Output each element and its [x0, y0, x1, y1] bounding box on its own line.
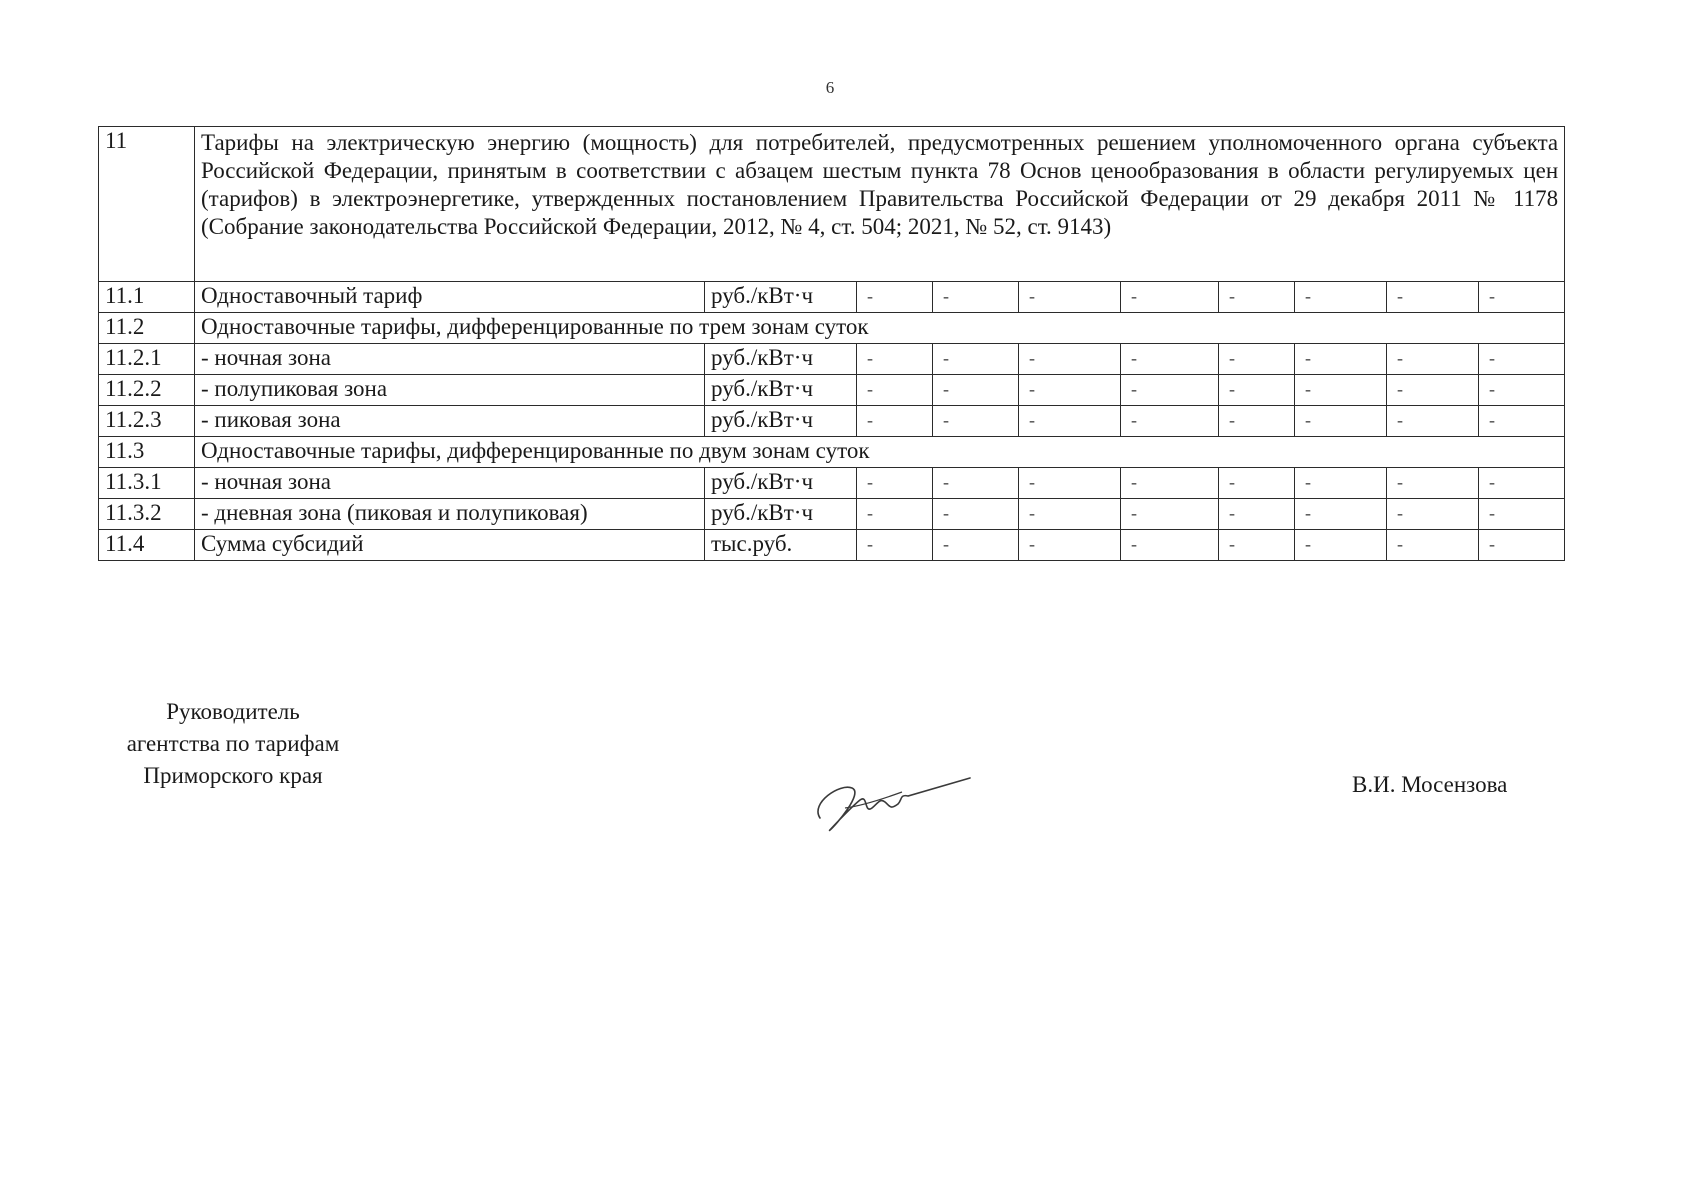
row-unit: руб./кВт·ч: [705, 375, 857, 406]
value-cell: -: [1019, 499, 1121, 530]
handwritten-signature: [790, 748, 990, 838]
row-name: - пиковая зона: [195, 406, 705, 437]
value-cell: -: [933, 406, 1019, 437]
value-cell: -: [933, 375, 1019, 406]
value-cell: -: [1219, 499, 1295, 530]
value-cell: -: [1295, 344, 1387, 375]
value-cell: -: [1019, 282, 1121, 313]
value-cell: -: [857, 530, 933, 561]
value-cell: -: [1219, 344, 1295, 375]
table-row: [99, 344, 1565, 375]
value-cell: -: [1387, 406, 1479, 437]
row-unit: тыс.руб.: [705, 530, 857, 561]
value-cell: -: [1295, 499, 1387, 530]
value-cell: -: [1121, 530, 1219, 561]
value-cell: -: [1219, 282, 1295, 313]
row-unit: руб./кВт·ч: [705, 406, 857, 437]
value-cell: -: [1295, 282, 1387, 313]
value-cell: -: [1479, 499, 1565, 530]
value-cell: -: [1387, 375, 1479, 406]
value-cell: -: [1121, 406, 1219, 437]
value-cell: -: [1219, 530, 1295, 561]
row-name: Сумма субсидий: [195, 530, 705, 561]
subsection-row: [99, 313, 1565, 344]
row-name: - дневная зона (пиковая и полупиковая): [195, 499, 705, 530]
value-cell: -: [933, 282, 1019, 313]
row-code: 11.3.1: [99, 468, 195, 499]
value-cell: -: [857, 375, 933, 406]
value-cell: -: [1479, 406, 1565, 437]
row-name: - ночная зона: [195, 344, 705, 375]
section-code: 11: [99, 127, 195, 282]
signatory-title: [98, 696, 368, 792]
row-code: 11.2.3: [99, 406, 195, 437]
value-cell: -: [933, 468, 1019, 499]
value-cell: -: [857, 468, 933, 499]
value-cell: -: [1387, 282, 1479, 313]
row-code: 11.4: [99, 530, 195, 561]
table-row: [99, 375, 1565, 406]
row-name: Одноставочные тарифы, дифференцированные по двум зонам суток: [195, 437, 1565, 468]
table-row: [99, 468, 1565, 499]
row-code: 11.2.2: [99, 375, 195, 406]
row-code: 11.2: [99, 313, 195, 344]
value-cell: -: [1219, 406, 1295, 437]
value-cell: -: [1121, 375, 1219, 406]
value-cell: -: [857, 282, 933, 313]
value-cell: -: [857, 499, 933, 530]
value-cell: -: [1295, 468, 1387, 499]
value-cell: -: [1387, 468, 1479, 499]
value-cell: -: [1479, 468, 1565, 499]
value-cell: -: [857, 344, 933, 375]
value-cell: -: [1121, 499, 1219, 530]
table-row: [99, 282, 1565, 313]
value-cell: -: [1295, 406, 1387, 437]
value-cell: -: [1219, 468, 1295, 499]
value-cell: -: [1019, 406, 1121, 437]
signatory-title-line: агентства по тарифам: [126, 731, 340, 756]
value-cell: -: [1019, 468, 1121, 499]
value-cell: -: [1387, 344, 1479, 375]
subsection-row: [99, 437, 1565, 468]
table-row: [99, 406, 1565, 437]
value-cell: -: [933, 344, 1019, 375]
row-unit: руб./кВт·ч: [705, 344, 857, 375]
value-cell: -: [1019, 344, 1121, 375]
row-code: 11.2.1: [99, 344, 195, 375]
row-unit: руб./кВт·ч: [705, 468, 857, 499]
value-cell: -: [1019, 530, 1121, 561]
value-cell: -: [1121, 282, 1219, 313]
value-cell: -: [857, 406, 933, 437]
row-unit: руб./кВт·ч: [705, 282, 857, 313]
signer-name: В.И. Мосензова: [1352, 772, 1508, 797]
value-cell: -: [1479, 375, 1565, 406]
tariff-table: [98, 126, 1565, 561]
row-code: 11.1: [99, 282, 195, 313]
row-name: Одноставочные тарифы, дифференцированные по трем зонам суток: [195, 313, 1565, 344]
value-cell: -: [933, 499, 1019, 530]
row-code: 11.3: [99, 437, 195, 468]
section-row: [99, 127, 1565, 282]
value-cell: -: [1479, 282, 1565, 313]
signatory-title-line: Приморского края: [143, 763, 323, 788]
section-title: Тарифы на электрическую энергию (мощность) для потребителей, предусмотренных решением уполномоченного органа субъекта Российской Федерации, принятым в соответствии с абзацем шестым пункта 78 Основ ценообразования в области регулируемых цен (тарифов) в электроэнергетике, утвержденных постановлением Правительства Российской Федерации от 29 декабря 2011 № 1178 (Собрание законодательства Российской Федерации, 2012, № 4, ст. 504; 2021, № 52, ст. 9143): [195, 127, 1565, 282]
value-cell: -: [1479, 530, 1565, 561]
table-row: [99, 499, 1565, 530]
value-cell: -: [1387, 530, 1479, 561]
row-name: - ночная зона: [195, 468, 705, 499]
row-name: Одноставочный тариф: [195, 282, 705, 313]
value-cell: -: [1387, 499, 1479, 530]
value-cell: -: [933, 530, 1019, 561]
row-name: - полупиковая зона: [195, 375, 705, 406]
value-cell: -: [1121, 468, 1219, 499]
table-row: [99, 530, 1565, 561]
value-cell: -: [1295, 530, 1387, 561]
value-cell: -: [1479, 344, 1565, 375]
value-cell: -: [1295, 375, 1387, 406]
value-cell: -: [1121, 344, 1219, 375]
page-number: 6: [825, 78, 835, 97]
signatory-title-line: Руководитель: [166, 699, 300, 724]
row-code: 11.3.2: [99, 499, 195, 530]
row-unit: руб./кВт·ч: [705, 499, 857, 530]
value-cell: -: [1019, 375, 1121, 406]
value-cell: -: [1219, 375, 1295, 406]
